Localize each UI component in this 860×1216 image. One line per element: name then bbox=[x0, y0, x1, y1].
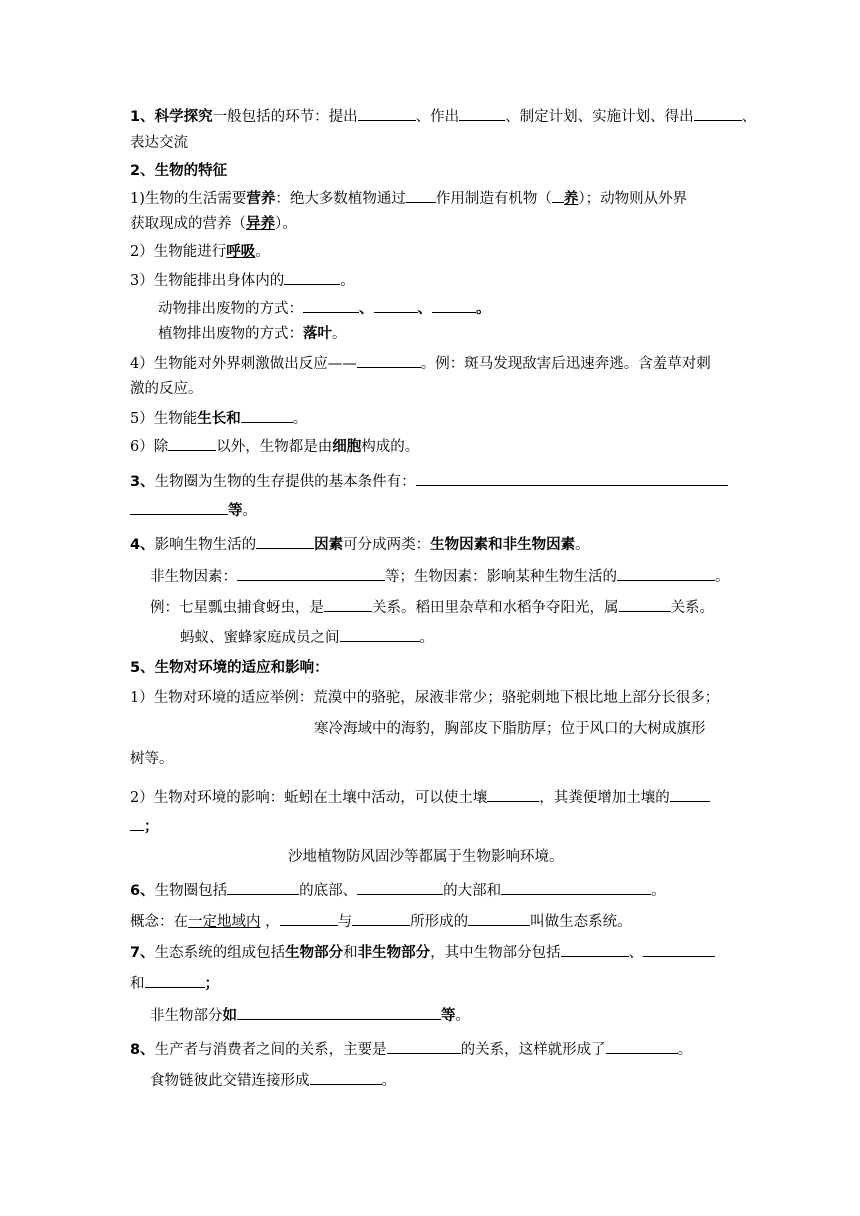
blank[interactable] bbox=[387, 1039, 461, 1054]
blank[interactable] bbox=[357, 880, 443, 895]
item-2-title: 2、生物的特征 bbox=[130, 163, 228, 179]
blank[interactable] bbox=[227, 880, 299, 895]
blank[interactable] bbox=[284, 270, 340, 285]
blank[interactable] bbox=[501, 880, 651, 895]
blank[interactable] bbox=[237, 566, 385, 581]
item-5-1: 1）生物对环境的适应举例：荒漠中的骆驼，尿液非常少；骆驼刺地下根比地上部分长很多； bbox=[130, 690, 720, 706]
item-1-line-1: 1、科学探究一般包括的环节：提出 、作出 、制定计划、实施计划、得出 、 bbox=[130, 106, 756, 126]
blank[interactable] bbox=[130, 816, 144, 831]
blank[interactable] bbox=[416, 471, 728, 486]
blank[interactable] bbox=[324, 597, 372, 612]
item-4-line-4: 蚂蚁、蜜蜂家庭成员之间 。 bbox=[180, 627, 434, 647]
item-2-3-animal: 动物排出废物的方式： 、 、 。 bbox=[158, 298, 491, 318]
blank[interactable] bbox=[145, 973, 205, 988]
blank[interactable] bbox=[459, 106, 505, 121]
item-6-line-1: 6、生物圈包括 的底部、 的大部和 。 bbox=[130, 880, 666, 900]
blank[interactable] bbox=[237, 1005, 441, 1020]
blank[interactable] bbox=[468, 911, 530, 926]
item-2-6: 6）除 以外，生物都是由细胞构成的。 bbox=[130, 436, 419, 456]
item-8-line-1: 8、生产者与消费者之间的关系，主要是 的关系，这样就形成了 。 bbox=[130, 1039, 692, 1059]
blank[interactable] bbox=[619, 597, 671, 612]
item-4-line-3: 例：七星瓢虫捕食蚜虫，是 关系。稻田里杂草和水稻争夺阳光，属 关系。 bbox=[150, 597, 714, 617]
blank[interactable] bbox=[606, 1039, 678, 1054]
blank[interactable] bbox=[256, 534, 314, 549]
blank[interactable] bbox=[352, 911, 410, 926]
blank[interactable] bbox=[130, 500, 228, 515]
blank[interactable] bbox=[694, 106, 742, 121]
blank[interactable] bbox=[358, 106, 416, 121]
item-2-3: 3）生物能排出身体内的 。 bbox=[130, 270, 355, 290]
item-2-4: 4）生物能对外界刺激做出反应—— 。例：斑马发现敌害后迅速奔逃。含羞草对刺 bbox=[130, 353, 711, 373]
blank[interactable] bbox=[617, 566, 715, 581]
blank[interactable] bbox=[280, 911, 338, 926]
item-2-2: 2）生物能进行呼吸。 bbox=[130, 244, 270, 260]
blank[interactable] bbox=[487, 787, 539, 802]
item-5-title: 5、生物对环境的适应和影响： bbox=[130, 660, 329, 676]
item-3-line-1: 3、生物圈为生物的生存提供的基本条件有： bbox=[130, 471, 728, 491]
blank[interactable] bbox=[561, 942, 629, 957]
item-7-line-2: 和 ； bbox=[130, 973, 219, 993]
blank[interactable] bbox=[241, 408, 293, 423]
blank[interactable] bbox=[432, 298, 476, 313]
item-5-2-cont: ； bbox=[130, 816, 159, 836]
blank[interactable] bbox=[310, 1070, 382, 1085]
item-2-4-cont: 激的反应。 bbox=[130, 381, 203, 397]
blank[interactable] bbox=[303, 298, 359, 313]
blank[interactable] bbox=[340, 627, 420, 642]
item-5-1-cont: 寒冷海域中的海豹，胸部皮下脂肪厚；位于风口的大树成旗形 bbox=[314, 721, 706, 737]
item-6-line-2: 概念：在一定地域内 ， 与 所形成的 叫做生态系统。 bbox=[130, 911, 632, 931]
item-2-5: 5）生物能生长和 。 bbox=[130, 408, 307, 428]
item-2-1: 1)生物的生活需要营养：绝大多数植物通过 作用制造有机物（ 养）；动物则从外界 bbox=[130, 188, 687, 208]
item-8-line-2: 食物链彼此交错连接形成 。 bbox=[150, 1070, 396, 1090]
item-5-2: 2）生物对环境的影响：蚯蚓在土壤中活动，可以使土壤 ，其粪便增加土壤的 bbox=[130, 787, 710, 807]
item-5-1-end: 树等。 bbox=[130, 751, 174, 767]
item-5-3: 沙地植物防风固沙等都属于生物影响环境。 bbox=[288, 849, 564, 865]
item-4-line-1: 4、影响生物生活的 因素可分成两类：生物因素和非生物因素。 bbox=[130, 534, 590, 554]
item-1-heading: 1、科学探究 bbox=[130, 109, 213, 125]
blank[interactable] bbox=[357, 353, 421, 368]
blank[interactable] bbox=[406, 188, 436, 203]
item-1-line-2: 表达交流 bbox=[130, 135, 188, 151]
item-2-1-cont: 获取现成的营养（异养）。 bbox=[130, 216, 297, 232]
blank[interactable] bbox=[168, 436, 216, 451]
item-3-line-2: 等。 bbox=[130, 500, 257, 520]
item-7-line-1: 7、生态系统的组成包括生物部分和非生物部分，其中生物部分包括 、 bbox=[130, 942, 715, 962]
item-2-3-plant: 植物排出废物的方式：落叶。 bbox=[158, 326, 347, 342]
item-4-line-2: 非生物因素： 等；生物因素：影响某种生物生活的 。 bbox=[150, 566, 730, 586]
blank[interactable] bbox=[670, 787, 710, 802]
blank[interactable] bbox=[643, 942, 715, 957]
blank[interactable] bbox=[374, 298, 418, 313]
item-7-line-3: 非生物部分如 等。 bbox=[150, 1005, 470, 1025]
